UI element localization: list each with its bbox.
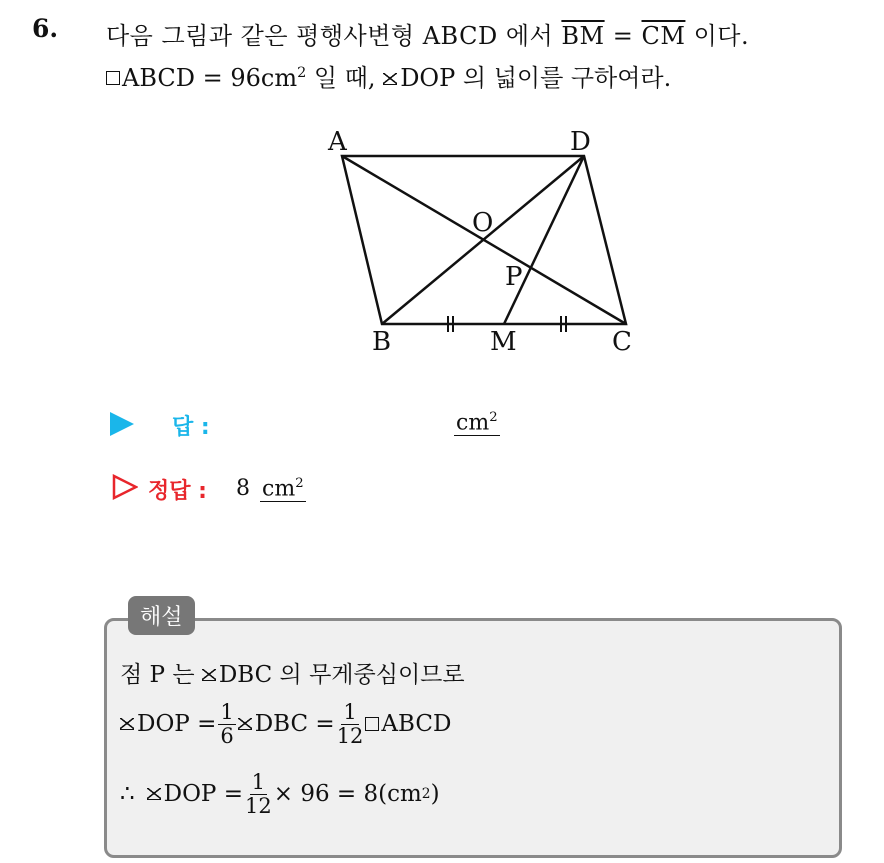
solution-line-2 — [120, 692, 451, 756]
label-d: D — [570, 127, 591, 157]
answer-unit-exponent: 2 — [489, 410, 498, 425]
answer-label: 답 : — [172, 415, 210, 440]
solution-final-lhs: DOP = — [163, 781, 243, 807]
label-a: A — [328, 127, 347, 157]
parallelogram-figure — [300, 118, 660, 368]
question-line-1 — [106, 16, 749, 51]
solution-text-centroid: DBC 의 무게중심이므로 — [218, 662, 465, 688]
correct-value: 8 — [236, 476, 250, 501]
triangle-symbol-icon — [147, 788, 161, 800]
diagonal-bd — [382, 156, 584, 324]
segment-bm: $\overline{BM}$ — [561, 22, 605, 50]
solution-final-exponent: 2 — [421, 786, 431, 802]
play-outline-icon — [112, 474, 138, 500]
correct-label: 정답 : — [148, 479, 207, 504]
correct-unit-exponent: 2 — [295, 476, 304, 491]
label-m: M — [490, 327, 517, 357]
triangle-symbol-icon — [238, 718, 252, 730]
fraction-one-twelfth-final: $\frac{1}{12}$ — [245, 770, 272, 818]
solution-line-3 — [120, 762, 440, 826]
solution-text-point: 점 P 는 — [120, 662, 195, 688]
question-number: 6. — [32, 14, 59, 43]
area-given: ABCD = 96cm — [122, 64, 298, 92]
area-exponent: 2 — [297, 65, 307, 81]
segment-cm: $\overline{CM}$ — [641, 22, 686, 50]
segment-dm — [504, 156, 584, 324]
parallelogram-symbol-icon — [365, 717, 379, 731]
label-o: O — [472, 208, 494, 238]
fraction-one-twelfth: $\frac{1}{12}$ — [336, 700, 364, 748]
correct-unit-text: cm — [262, 476, 296, 502]
fraction-one-sixth: $\frac{1}{6}$ — [220, 700, 234, 748]
question-line-2 — [106, 58, 671, 93]
triangle-symbol-icon — [202, 669, 216, 681]
solution-final-close: ) — [430, 781, 440, 807]
question-text: 다음 그림과 같은 평행사변형 ABCD 에서 — [106, 22, 554, 50]
label-p: P — [505, 262, 523, 292]
solution-tag: 해설 — [128, 596, 195, 635]
solution-eq-rhs: ABCD — [381, 711, 452, 737]
parallelogram-symbol-icon — [106, 71, 120, 85]
label-c: C — [612, 327, 632, 357]
question-text-end: 이다. — [693, 22, 750, 50]
therefore-symbol: ∴ — [120, 781, 135, 807]
equals-sign: = — [612, 22, 634, 50]
triangle-symbol-icon — [383, 73, 397, 85]
solution-line-1 — [120, 656, 465, 689]
answer-unit-text: cm — [456, 410, 490, 436]
answer-unit — [454, 410, 500, 436]
play-arrow-icon — [110, 412, 134, 436]
question-text-when: 일 때, — [306, 64, 376, 92]
question-ask: DOP 의 넓이를 구하여라. — [400, 64, 672, 92]
label-b: B — [372, 327, 392, 357]
solution-final-rhs: × 96 = 8(cm — [273, 781, 422, 807]
solution-eq-mid: DBC = — [254, 711, 335, 737]
correct-unit — [260, 476, 306, 502]
triangle-symbol-icon — [120, 718, 134, 730]
solution-eq-lhs: DOP = — [137, 711, 217, 737]
